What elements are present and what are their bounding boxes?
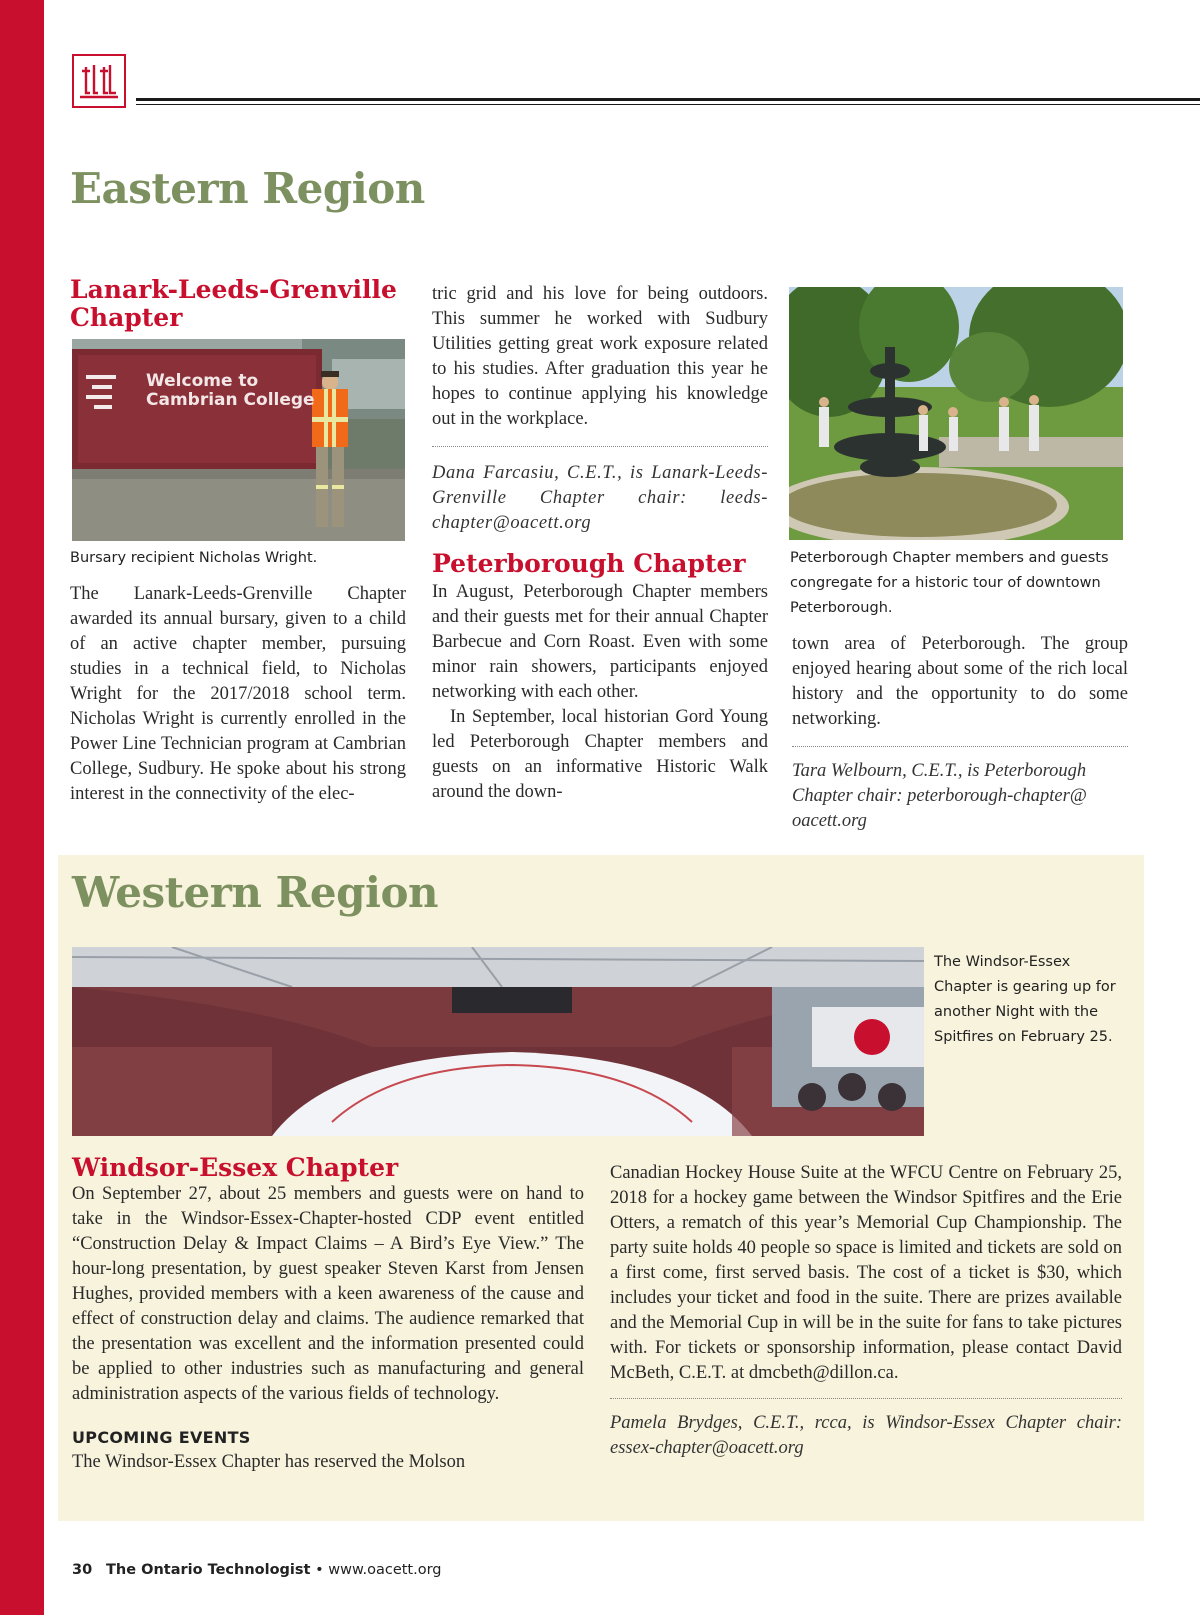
publication-name: The Ontario Technologist [106,1562,311,1578]
llg-body-paragraph: The Lanark-Leeds-Grenville Chapter awarded its annual bursary, given to a child of an active chapter member, pursuing studies in a technical field, to Nicholas Wright for the 2017/2018 school term. Nicholas Wright is currently enrolled in the Power Line Technician program at Cambrian College, Sudbury. He spoke about his strong interest in the connectivity of the elec- [70,584,406,804]
upcoming-events-continued: Canadian Hockey House Suite at the WFCU Centre on February 25, 2018 for a hockey game between the Windsor Spitfires and the Erie Otters, a rematch of this year’s Memorial Cup Championship. The party suite holds 40 people so space is limited and tickets are sold on a first come, first served basis. The cost of a ticket is $30, which includes your ticket and food in the suite. There are prizes available and the Memorial Cup in will be in the suite for fans to take pictures with. For tickets or sponsorship information, please contact David McBeth, C.E.T. at dmcbeth@dillon.ca. [610,1163,1122,1383]
header-rule-thin [136,104,1200,105]
peterborough-chapter-title: Peterborough Chapter [432,549,746,578]
windsor-column-2 [610,1161,1122,1461]
peterborough-photo-caption: Peterborough Chapter members and guests congregate for a historic tour of downtown Peterborough. [790,550,1109,616]
llg-photo-caption: Bursary recipient Nicholas Wright. [70,550,318,566]
page-number: 30 [72,1562,93,1578]
photo-sign-line1: Welcome to [146,371,259,391]
llg-signature: Dana Farcasiu, C.E.T., is Lanark-Leeds-Grenville Chapter chair: leeds-chapter@oacett.org [432,463,768,533]
nicholas-wright-photo [72,339,405,541]
llg-body-continued: tric grid and his love for being outdoors. This summer he worked with Sudbury Utilities getting great work exposure related to his studies. After graduation this year he hopes to continue applying his knowledge out in the workplace. [432,284,768,429]
peterborough-para2: In September, local historian Gord Young led Peterborough Chapter members and guests on an informative Historic Walk around the down- [432,707,768,802]
windsor-body: On September 27, about 25 members and guests were on hand to take in the Windsor-Essex-Chapter-hosted CDP event entitled “Construction Delay & Impact Claims – A Bird’s Eye View.” The hour-long presentation, by guest speaker Steven Karst from Jensen Hughes, provided members with a keen awareness of the cause and effect of construction delay and claims. The audience remarked that the presentation was excellent and the information presented could be applied to other industries such as manufacturing and general administration aspects of the various fields of technology. [72,1184,584,1404]
footer-bullet: • [315,1562,324,1578]
peterborough-signature-divider [792,746,1128,747]
windsor-signature: Pamela Brydges, C.E.T., rcca, is Windsor-Essex Chapter chair: essex-chapter@oacett.org [610,1413,1122,1458]
hockey-arena-photo [72,947,924,1136]
eastern-column-3 [792,632,1128,834]
oacett-logo [72,54,126,108]
llg-signature-divider [432,446,768,447]
peterborough-signature: Tara Welbourn, C.E.T., is Peterborough Chapter chair: peterborough-chapter@ oacett.org [792,761,1087,831]
page-footer [72,1562,442,1578]
llg-column [70,276,406,332]
llg-chapter-title [70,276,406,332]
windsor-signature-divider [610,1398,1122,1399]
photo-sign-text [146,372,315,410]
arena-photo-caption: The Windsor-Essex Chapter is gearing up for another Night with the Spitfires on February 25. [934,954,1116,1045]
peterborough-fountain-photo [789,287,1123,540]
left-red-bar [0,0,44,1615]
windsor-chapter-title: Windsor-Essex Chapter [72,1153,399,1182]
peterborough-para2-continued: town area of Peterborough. The group enjoyed hearing about some of the rich local history and the opportunity to do some networking. [792,634,1128,729]
llg-body-col1 [70,582,406,807]
eastern-region-title: Eastern Region [70,164,425,213]
peterborough-para1: In August, Peterborough Chapter members and their guests met for their annual Chapter Barbecue and Corn Roast. Even with some minor rain showers, participants enjoyed networking with each other. [432,582,768,702]
photo-sign-line2: Cambrian College [146,390,315,410]
windsor-column-1 [72,1154,584,1475]
upcoming-events-heading: UPCOMING EVENTS [72,1428,251,1447]
header-rule [136,98,1200,101]
footer-url[interactable]: www.oacett.org [328,1562,442,1578]
western-region-title: Western Region [72,868,439,917]
logo-icon [76,61,122,101]
llg-title-line1: Lanark-Leeds-Grenville [70,275,397,304]
eastern-column-2 [432,282,768,805]
llg-title-line2: Chapter [70,303,183,332]
upcoming-events-body: The Windsor-Essex Chapter has reserved the Molson [72,1452,466,1472]
